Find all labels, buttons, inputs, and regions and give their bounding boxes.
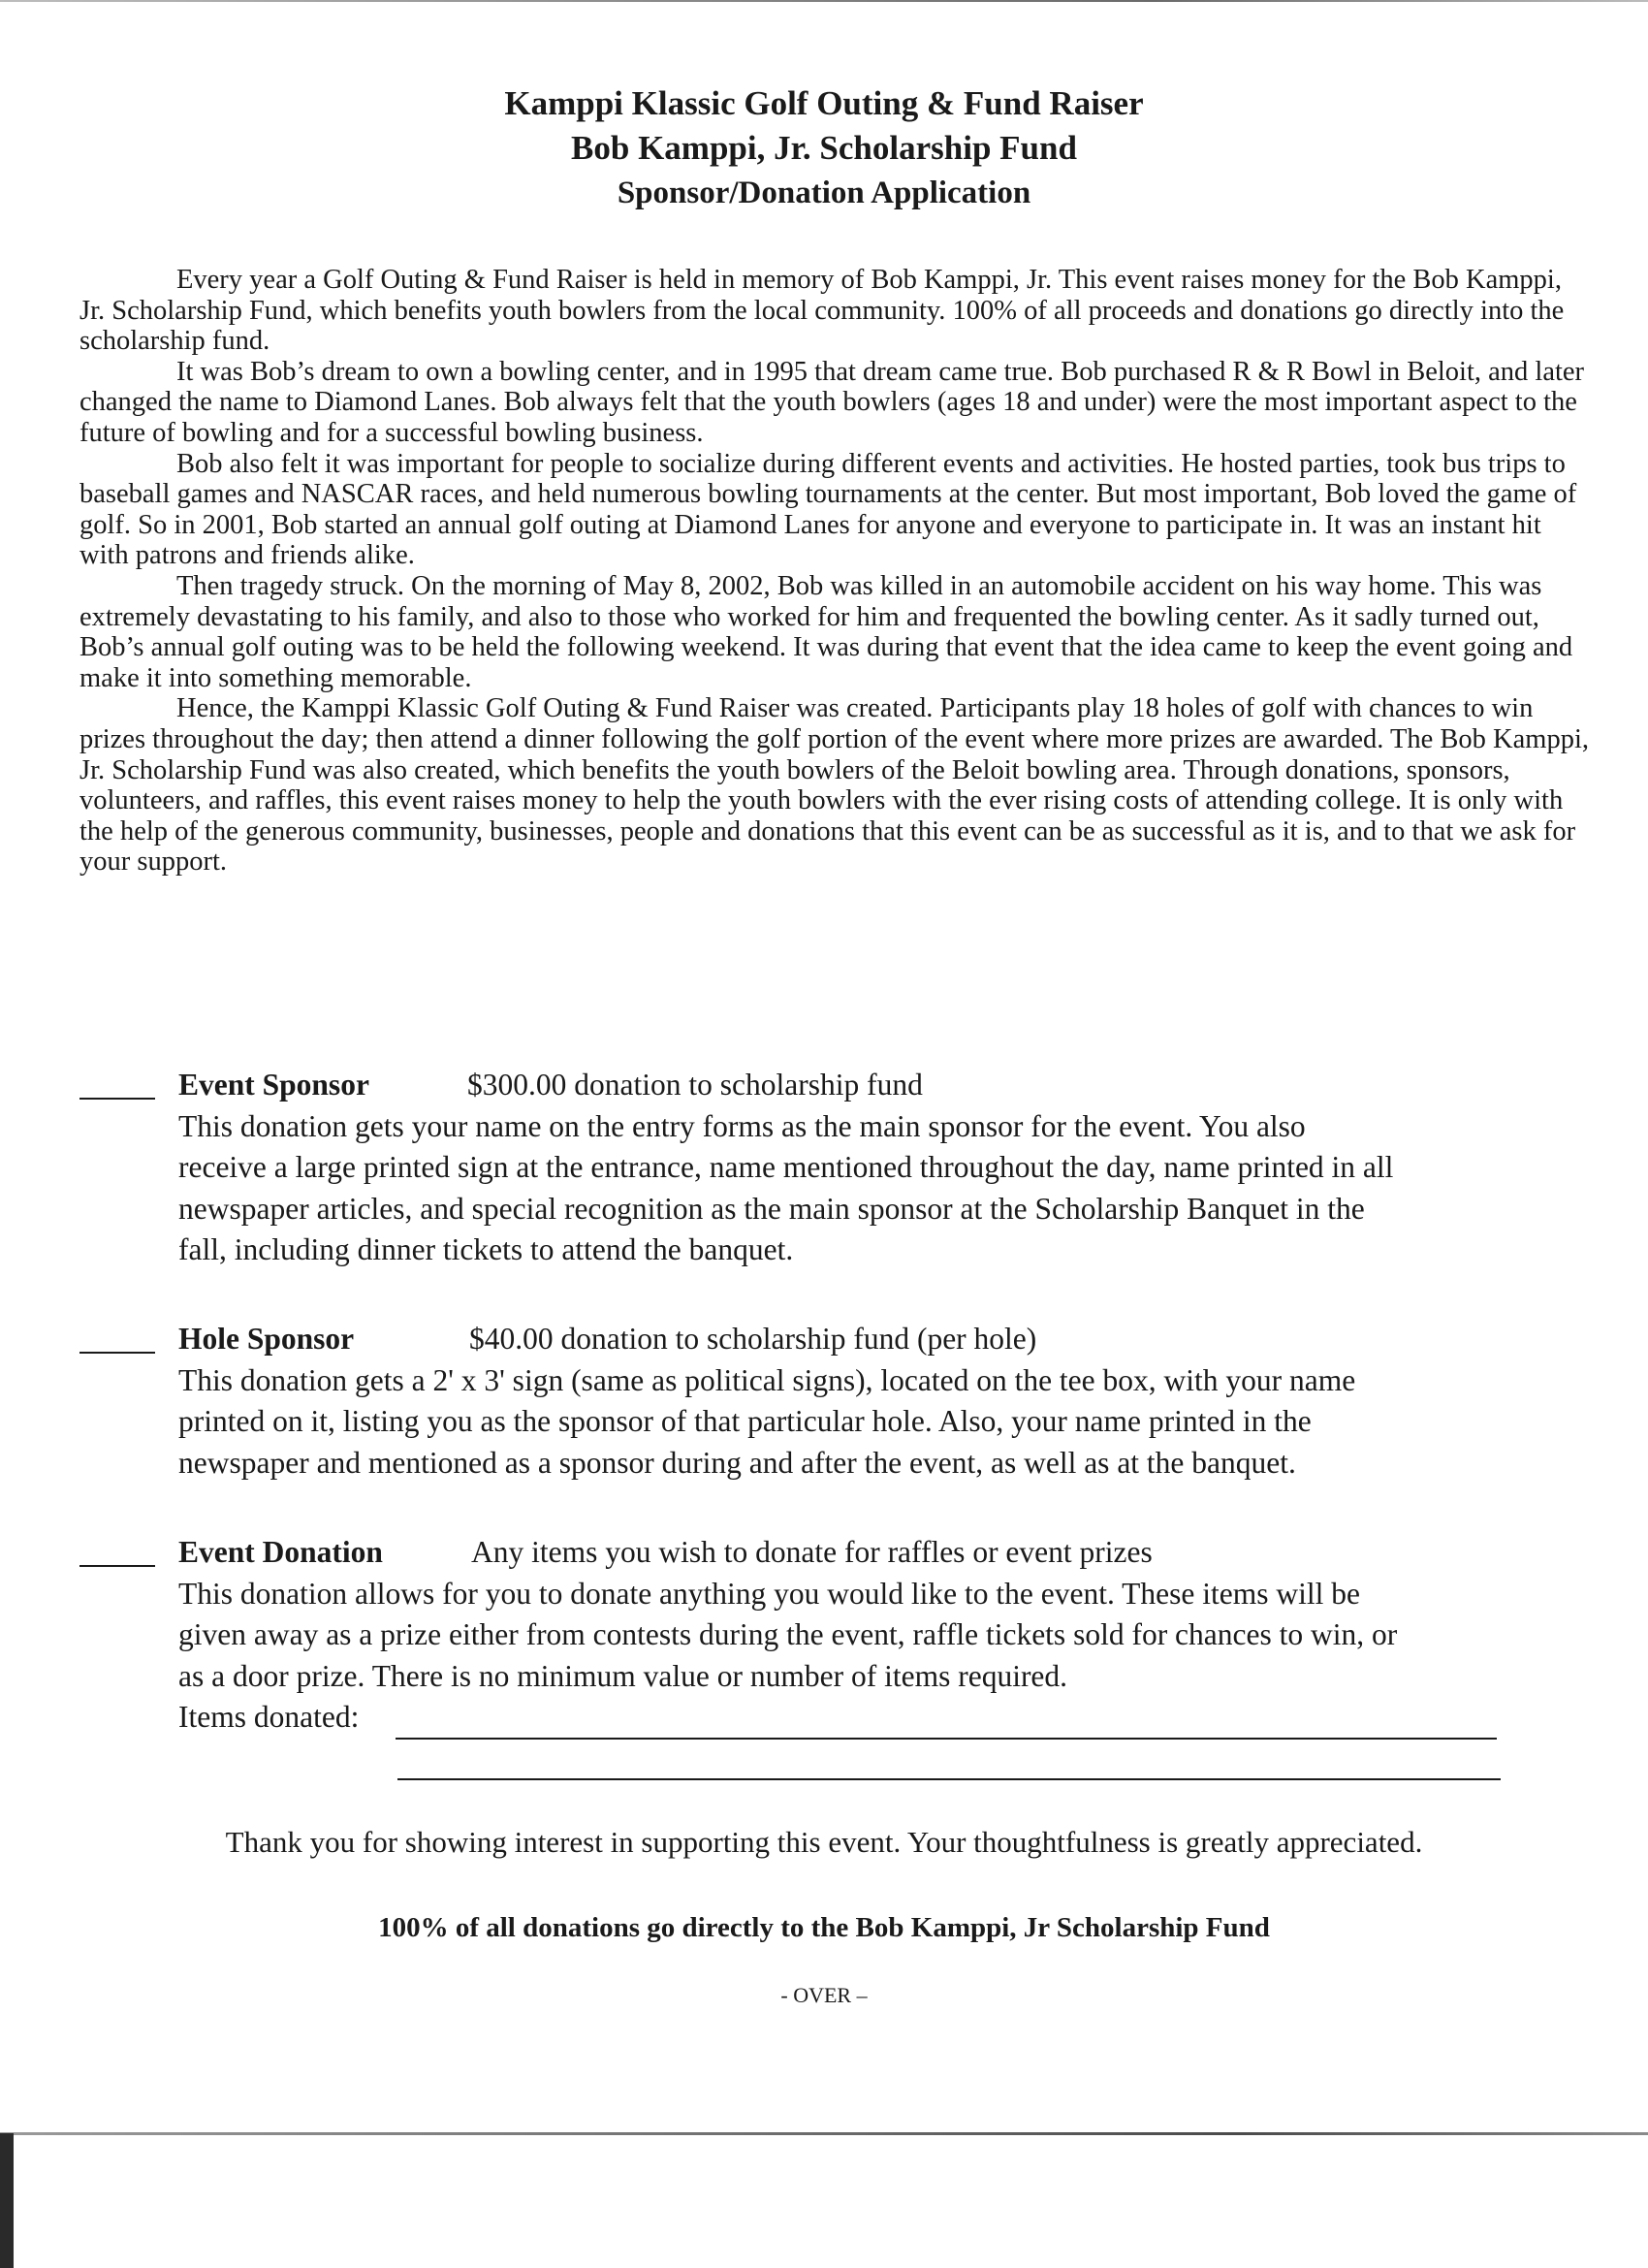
option-name: Event Sponsor: [178, 1068, 369, 1102]
items-donated-field-line-1[interactable]: [396, 1738, 1497, 1740]
option-description-line: printed on it, listing you as the sponsor of that particular hole. Also, your name printed in the: [178, 1404, 1312, 1438]
document-subtitle: Bob Kamppi, Jr. Scholarship Fund: [571, 129, 1077, 167]
option-summary: $300.00 donation to scholarship fund: [467, 1068, 923, 1102]
donation-statement: 100% of all donations go directly to the Bob Kamppi, Jr Scholarship Fund: [378, 1912, 1270, 1943]
option-event-donation: [79, 1532, 1611, 1738]
option-description-line: This donation gets a 2' x 3' sign (same as political signs), located on the tee box, with your name: [178, 1362, 1356, 1397]
option-description-line: This donation allows for you to donate anything you would like to the event. These items will be: [178, 1576, 1360, 1611]
event-donation-check-blank[interactable]: [79, 1565, 155, 1567]
intro-paragraph: Hence, the Kamppi Klassic Golf Outing & Fund Raiser was created. Participants play 18 holes of golf with chances to win prizes throughout the day; then attend a dinner following the golf portion of the event where more prizes are awarded. The Bob Kamppi, Jr. Scholarship Fund was also created, which benefits the youth bowlers of the Beloit bowling area. Through donations, sponsors, volunteers, and raffles, this event raises money to help the youth bowlers with the ever rising costs of attending college. It is only with the help of the generous community, businesses, people and donations that this event can be as successful as it is, and to that we ask for your support.: [79, 693, 1589, 878]
items-donated-row: [79, 1697, 1611, 1738]
intro-paragraph: Bob also felt it was important for people to socialize during different events and activities. He hosted parties, took bus trips to baseball games and NASCAR races, and held numerous bowling tournaments at the center. But most important, Bob loved the game of golf. So in 2001, Bob started an annual golf outing at Diamond Lanes for anyone and everyone to participate in. It was an instant hit with patrons and friends alike.: [79, 448, 1577, 571]
scan-top-edge: [0, 0, 1648, 2]
event-sponsor-check-blank[interactable]: [79, 1098, 155, 1100]
scan-bottom-edge: [0, 2132, 1648, 2135]
items-donated-label: Items donated:: [178, 1700, 360, 1734]
option-event-sponsor: [79, 1065, 1611, 1271]
thank-you-note: Thank you for showing interest in supporting this event. Your thoughtfulness is greatly appreciated.: [225, 1825, 1423, 1859]
option-description-line: This donation gets your name on the entry forms as the main sponsor for the event. You also: [178, 1108, 1306, 1143]
scan-left-shadow: [0, 2133, 14, 2268]
intro-paragraph: Then tragedy struck. On the morning of May 8, 2002, Bob was killed in an automobile accident on his way home. This was extremely devastating to his family, and also to those who worked for him and frequented the bowling center. As it sadly turned out, Bob’s annual golf outing was to be held the following weekend. It was during that event that the idea came to keep the event going and make it into something memorable.: [79, 570, 1573, 693]
intro-paragraph: It was Bob’s dream to own a bowling center, and in 1995 that dream came true. Bob purchased R & R Bowl in Beloit, and later changed the name to Diamond Lanes. Bob always felt that the youth bowlers (ages 18 and under) were the most important aspect to the future of bowling and for a successful bowling business.: [79, 356, 1585, 448]
option-description-line: fall, including dinner tickets to attend the banquet.: [178, 1232, 794, 1266]
form-title: Sponsor/Donation Application: [617, 176, 1031, 210]
option-name: Event Donation: [178, 1535, 383, 1569]
option-description-line: as a door prize. There is no minimum value or number of items required.: [178, 1658, 1068, 1693]
hole-sponsor-check-blank[interactable]: [79, 1352, 155, 1354]
items-donated-field-line-2[interactable]: [397, 1778, 1501, 1780]
option-hole-sponsor: [79, 1319, 1611, 1484]
intro-text: [79, 265, 1592, 878]
option-description-line: given away as a prize either from contests during the event, raffle tickets sold for chances to win, or: [178, 1617, 1398, 1651]
intro-paragraph: Every year a Golf Outing & Fund Raiser is held in memory of Bob Kamppi, Jr. This event raises money for the Bob Kamppi, Jr. Scholarship Fund, which benefits youth bowlers from the local community. 100% of all proceeds and donations go directly into the scholarship fund.: [79, 265, 1565, 357]
option-summary: Any items you wish to donate for raffles or event prizes: [471, 1535, 1153, 1569]
title-block: [0, 81, 1648, 215]
option-description-line: newspaper and mentioned as a sponsor during and after the event, as well as at the banquet.: [178, 1445, 1296, 1480]
option-name: Hole Sponsor: [178, 1322, 355, 1356]
document-title: Kamppi Klassic Golf Outing & Fund Raiser: [504, 84, 1144, 122]
option-description-line: receive a large printed sign at the entrance, name mentioned throughout the day, name printed in all: [178, 1150, 1394, 1184]
option-description-line: newspaper articles, and special recognition as the main sponsor at the Scholarship Banquet in the: [178, 1191, 1365, 1226]
over-indicator: - OVER –: [780, 1983, 868, 2007]
option-summary: $40.00 donation to scholarship fund (per hole): [469, 1322, 1037, 1356]
